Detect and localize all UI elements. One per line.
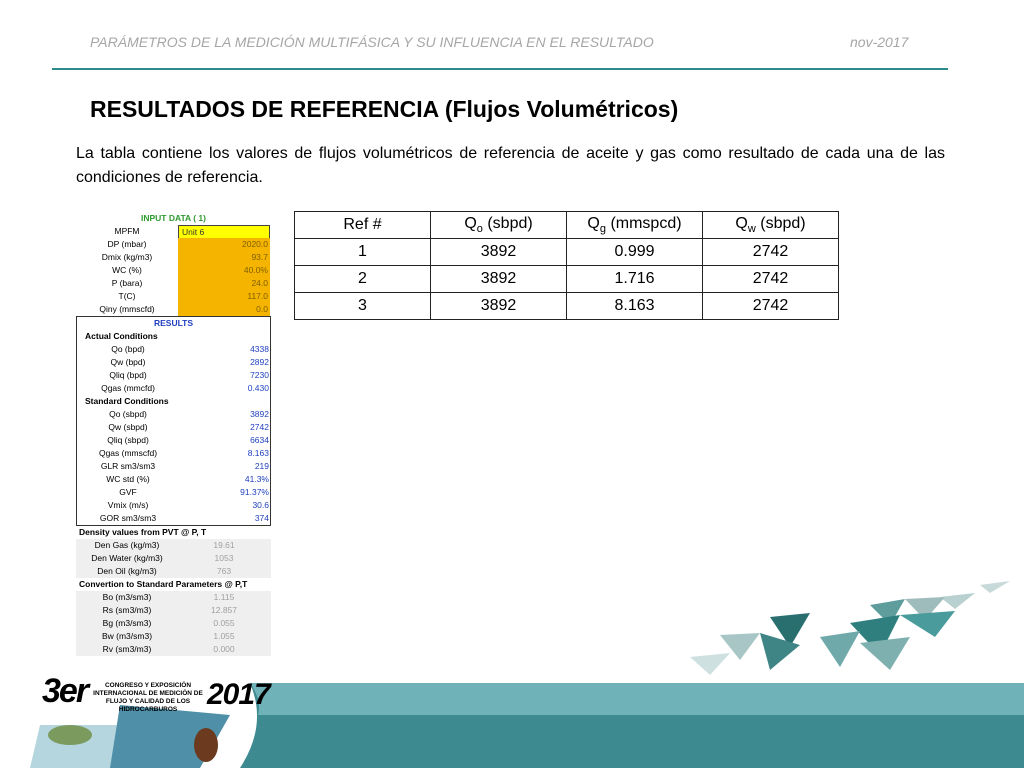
table-cell: 1 (295, 239, 431, 266)
col-header-ref: Ref # (295, 212, 431, 239)
conversion-value: 12.857 (211, 605, 237, 615)
table-row (295, 293, 839, 320)
conversion-value: 1.115 (213, 592, 235, 602)
result-label: GLR sm3/sm3 (100, 461, 156, 471)
header-date: nov-2017 (850, 34, 909, 50)
result-row (77, 460, 270, 473)
table-cell: 2742 (703, 266, 839, 293)
result-value: 2742 (250, 422, 269, 432)
result-label: Qgas (mmscfd) (98, 448, 158, 458)
input-label: P (bara) (111, 278, 143, 288)
result-value: 3892 (250, 409, 269, 419)
input-row (76, 277, 271, 290)
pipeline-graphic (30, 705, 230, 768)
result-value: 41.3% (244, 474, 269, 484)
result-value: 2892 (250, 357, 269, 367)
result-label: Qliq (bpd) (109, 370, 147, 380)
conversion-label: Bg (m3/sm3) (102, 618, 152, 628)
result-label: Qo (sbpd) (109, 409, 147, 419)
table-cell: 3892 (431, 293, 567, 320)
table-row (295, 239, 839, 266)
table-cell: 2 (295, 266, 431, 293)
col-header-qw: $Q_w$ (sbpd) (703, 212, 839, 239)
table-row (295, 266, 839, 293)
input-row (76, 238, 271, 251)
intro-paragraph: La tabla contiene los valores de flujos volumétricos de referencia de aceite y gas como resultado de cada una de las condiciones de referencia. (76, 145, 945, 186)
result-value: 0.430 (247, 383, 269, 393)
density-title: Density values from PVT @ P, T (76, 526, 271, 539)
result-row (77, 473, 270, 486)
result-value: 91.37% (240, 487, 269, 497)
standard-conditions-title: Standard Conditions (85, 396, 169, 406)
result-row (77, 343, 270, 356)
conversion-value: 1.055 (213, 631, 235, 641)
result-label: GVF (119, 487, 137, 497)
result-row (77, 369, 270, 382)
input-value: 93.7 (178, 251, 270, 264)
footer-band-light (250, 683, 1024, 715)
result-row (77, 512, 270, 525)
result-value: 8.163 (247, 448, 269, 458)
input-label: WC (%) (112, 265, 142, 275)
result-value: 374 (254, 513, 269, 523)
result-row (77, 382, 270, 395)
input-value: Unit 6 (178, 225, 270, 240)
density-row (76, 539, 271, 552)
density-value: 19.61 (213, 540, 235, 550)
header-title: PARÁMETROS DE LA MEDICIÓN MULTIFÁSICA Y SU INFLUENCIA EN EL RESULTADO (90, 34, 654, 50)
table-cell: 3892 (431, 239, 567, 266)
table-cell: 2742 (703, 239, 839, 266)
density-label: Den Oil (kg/m3) (97, 566, 157, 576)
input-label: DP (mbar) (107, 239, 147, 249)
input-value: 40.0% (178, 264, 270, 277)
results-box (76, 316, 271, 526)
conversion-title: Convertion to Standard Parameters @ P,T (76, 578, 271, 591)
input-value: 24.0 (178, 277, 270, 290)
result-label: GOR sm3/sm3 (99, 513, 157, 523)
result-value: 219 (254, 461, 269, 471)
input-row (76, 264, 271, 277)
table-cell: 1.716 (567, 266, 703, 293)
density-row (76, 552, 271, 565)
col-header-qo: $Q_o$ (sbpd) (431, 212, 567, 239)
density-value: 1053 (214, 553, 234, 563)
result-label: Qw (sbpd) (108, 422, 148, 432)
col-header-qg: $Q_g$ (mmspcd) (567, 212, 703, 239)
input-label: T(C) (118, 291, 136, 301)
conversion-label: Rs (sm3/m3) (102, 605, 152, 615)
density-label: Den Water (kg/m3) (91, 553, 163, 563)
result-row (77, 421, 270, 434)
conversion-value: 0.055 (213, 618, 235, 628)
logo-text: CONGRESO Y EXPOSICIÓN INTERNACIONAL DE MEDICIÓN DE FLUJO Y CALIDAD DE LOS HIDROCARBUROS (93, 682, 203, 713)
result-row (77, 434, 270, 447)
header-divider (52, 68, 948, 70)
table-cell: 8.163 (567, 293, 703, 320)
footer-decoration (0, 575, 1024, 768)
result-value: 6634 (250, 435, 269, 445)
result-value: 7230 (250, 370, 269, 380)
result-row (77, 486, 270, 499)
density-value: 763 (216, 566, 232, 576)
conversion-value: 0.000 (213, 644, 235, 654)
input-label: Dmix (kg/m3) (101, 252, 153, 262)
triangle-pattern (690, 581, 1010, 675)
result-label: Qliq (sbpd) (107, 435, 149, 445)
conversion-label: Rv (sm3/m3) (102, 644, 152, 654)
input-value: 0.0 (178, 303, 270, 316)
result-label: Qgas (mmcfd) (101, 383, 155, 393)
slide-title: RESULTADOS DE REFERENCIA (Flujos Volumétricos) (90, 96, 679, 122)
input-label: Qiny (mmscfd) (99, 304, 155, 314)
result-row (77, 356, 270, 369)
result-label: WC std (%) (106, 474, 150, 484)
logo-edition: 3er (42, 672, 88, 710)
result-row (77, 408, 270, 421)
result-label: Vmix (m/s) (107, 500, 149, 510)
reference-table (294, 211, 839, 320)
results-title: RESULTS (153, 318, 194, 328)
result-value: 4338 (250, 344, 269, 354)
result-label: Qw (bpd) (110, 357, 146, 367)
input-row (76, 290, 271, 303)
input-value: 117.0 (178, 290, 270, 303)
density-label: Den Gas (kg/m3) (94, 540, 160, 550)
input-row (76, 225, 271, 238)
result-label: Qo (bpd) (111, 344, 145, 354)
table-cell: 3892 (431, 266, 567, 293)
table-cell: 0.999 (567, 239, 703, 266)
table-cell: 3 (295, 293, 431, 320)
table-header-row (295, 212, 839, 239)
result-row (77, 499, 270, 512)
input-label: MPFM (114, 226, 140, 236)
actual-conditions-title: Actual Conditions (85, 331, 158, 341)
input-row (76, 251, 271, 264)
input-value: 2020.0 (178, 238, 270, 251)
result-row (77, 447, 270, 460)
table-cell: 2742 (703, 293, 839, 320)
conversion-label: Bw (m3/sm3) (101, 631, 153, 641)
conversion-label: Bo (m3/sm3) (102, 592, 152, 602)
result-value: 30.6 (252, 500, 269, 510)
input-title: INPUT DATA ( 1) (140, 213, 206, 223)
input-row (76, 303, 271, 316)
logo-year: 2017 (207, 678, 270, 711)
